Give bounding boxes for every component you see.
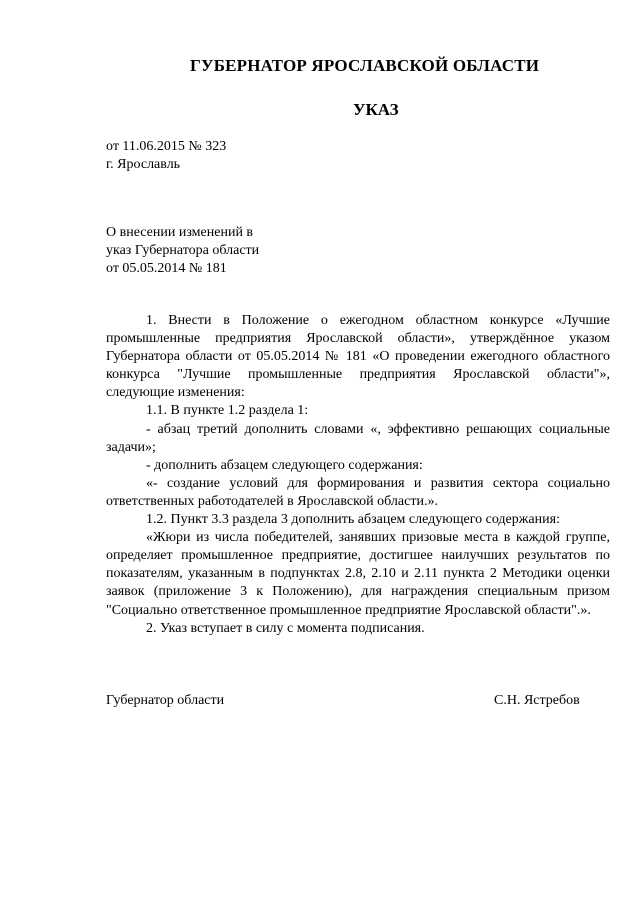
city-line: г. Ярославль <box>106 157 181 172</box>
body-paragraph: 1. Внести в Положение о ежегодном областном конкурсе «Лучшие промышленные предприятия Ярославской области», утверждённое указом Губернатора области от 05.05.2014 № 181 «О проведении ежегодного областного конкурса "Лучшие промышленные предприятия Ярославской области"», следующие изменения: <box>106 313 610 401</box>
body-paragraph: «Жюри из числа победителей, занявших призовые места в каждой группе, определяет промышленное предприятие, достигшее наилучших результатов по показателям, указанным в подпунктах 2.8, 2.10 и 2.11 пункта 2 Методики оценки заявок (приложение 3 к Положению), для награждения специальным призом "Социально ответственное промышленное предприятие Ярославской области".». <box>106 530 610 618</box>
document-body <box>106 312 610 638</box>
document-authority-title: ГУБЕРНАТОР ЯРОСЛАВСКОЙ ОБЛАСТИ <box>190 56 540 75</box>
body-paragraph: 2. Указ вступает в силу с момента подписания. <box>146 620 425 636</box>
body-paragraph: 1.1. В пункте 1.2 раздела 1: <box>146 403 309 419</box>
body-paragraph: - дополнить абзацем следующего содержания: <box>146 457 423 473</box>
document-subject <box>106 224 259 278</box>
subject-line: О внесении изменений в <box>106 225 254 240</box>
body-paragraph: - абзац третий дополнить словами «, эффективно решающих социальные задачи»; <box>106 421 610 455</box>
body-paragraph: 1.2. Пункт 3.3 раздела 3 дополнить абзацем следующего содержания: <box>146 512 560 528</box>
subject-line: от 05.05.2014 № 181 <box>106 261 227 276</box>
document-meta <box>106 138 226 174</box>
signatory-position: Губернатор области <box>106 693 225 708</box>
body-paragraph: «- создание условий для формирования и развития сектора социально ответственных работодателей в Ярославской области.». <box>106 475 610 509</box>
document-type-heading: УКАЗ <box>353 100 399 119</box>
subject-line: указ Губернатора области <box>106 243 260 258</box>
signatory-name: С.Н. Ястребов <box>494 693 580 708</box>
date-number-line: от 11.06.2015 № 323 <box>106 139 227 154</box>
